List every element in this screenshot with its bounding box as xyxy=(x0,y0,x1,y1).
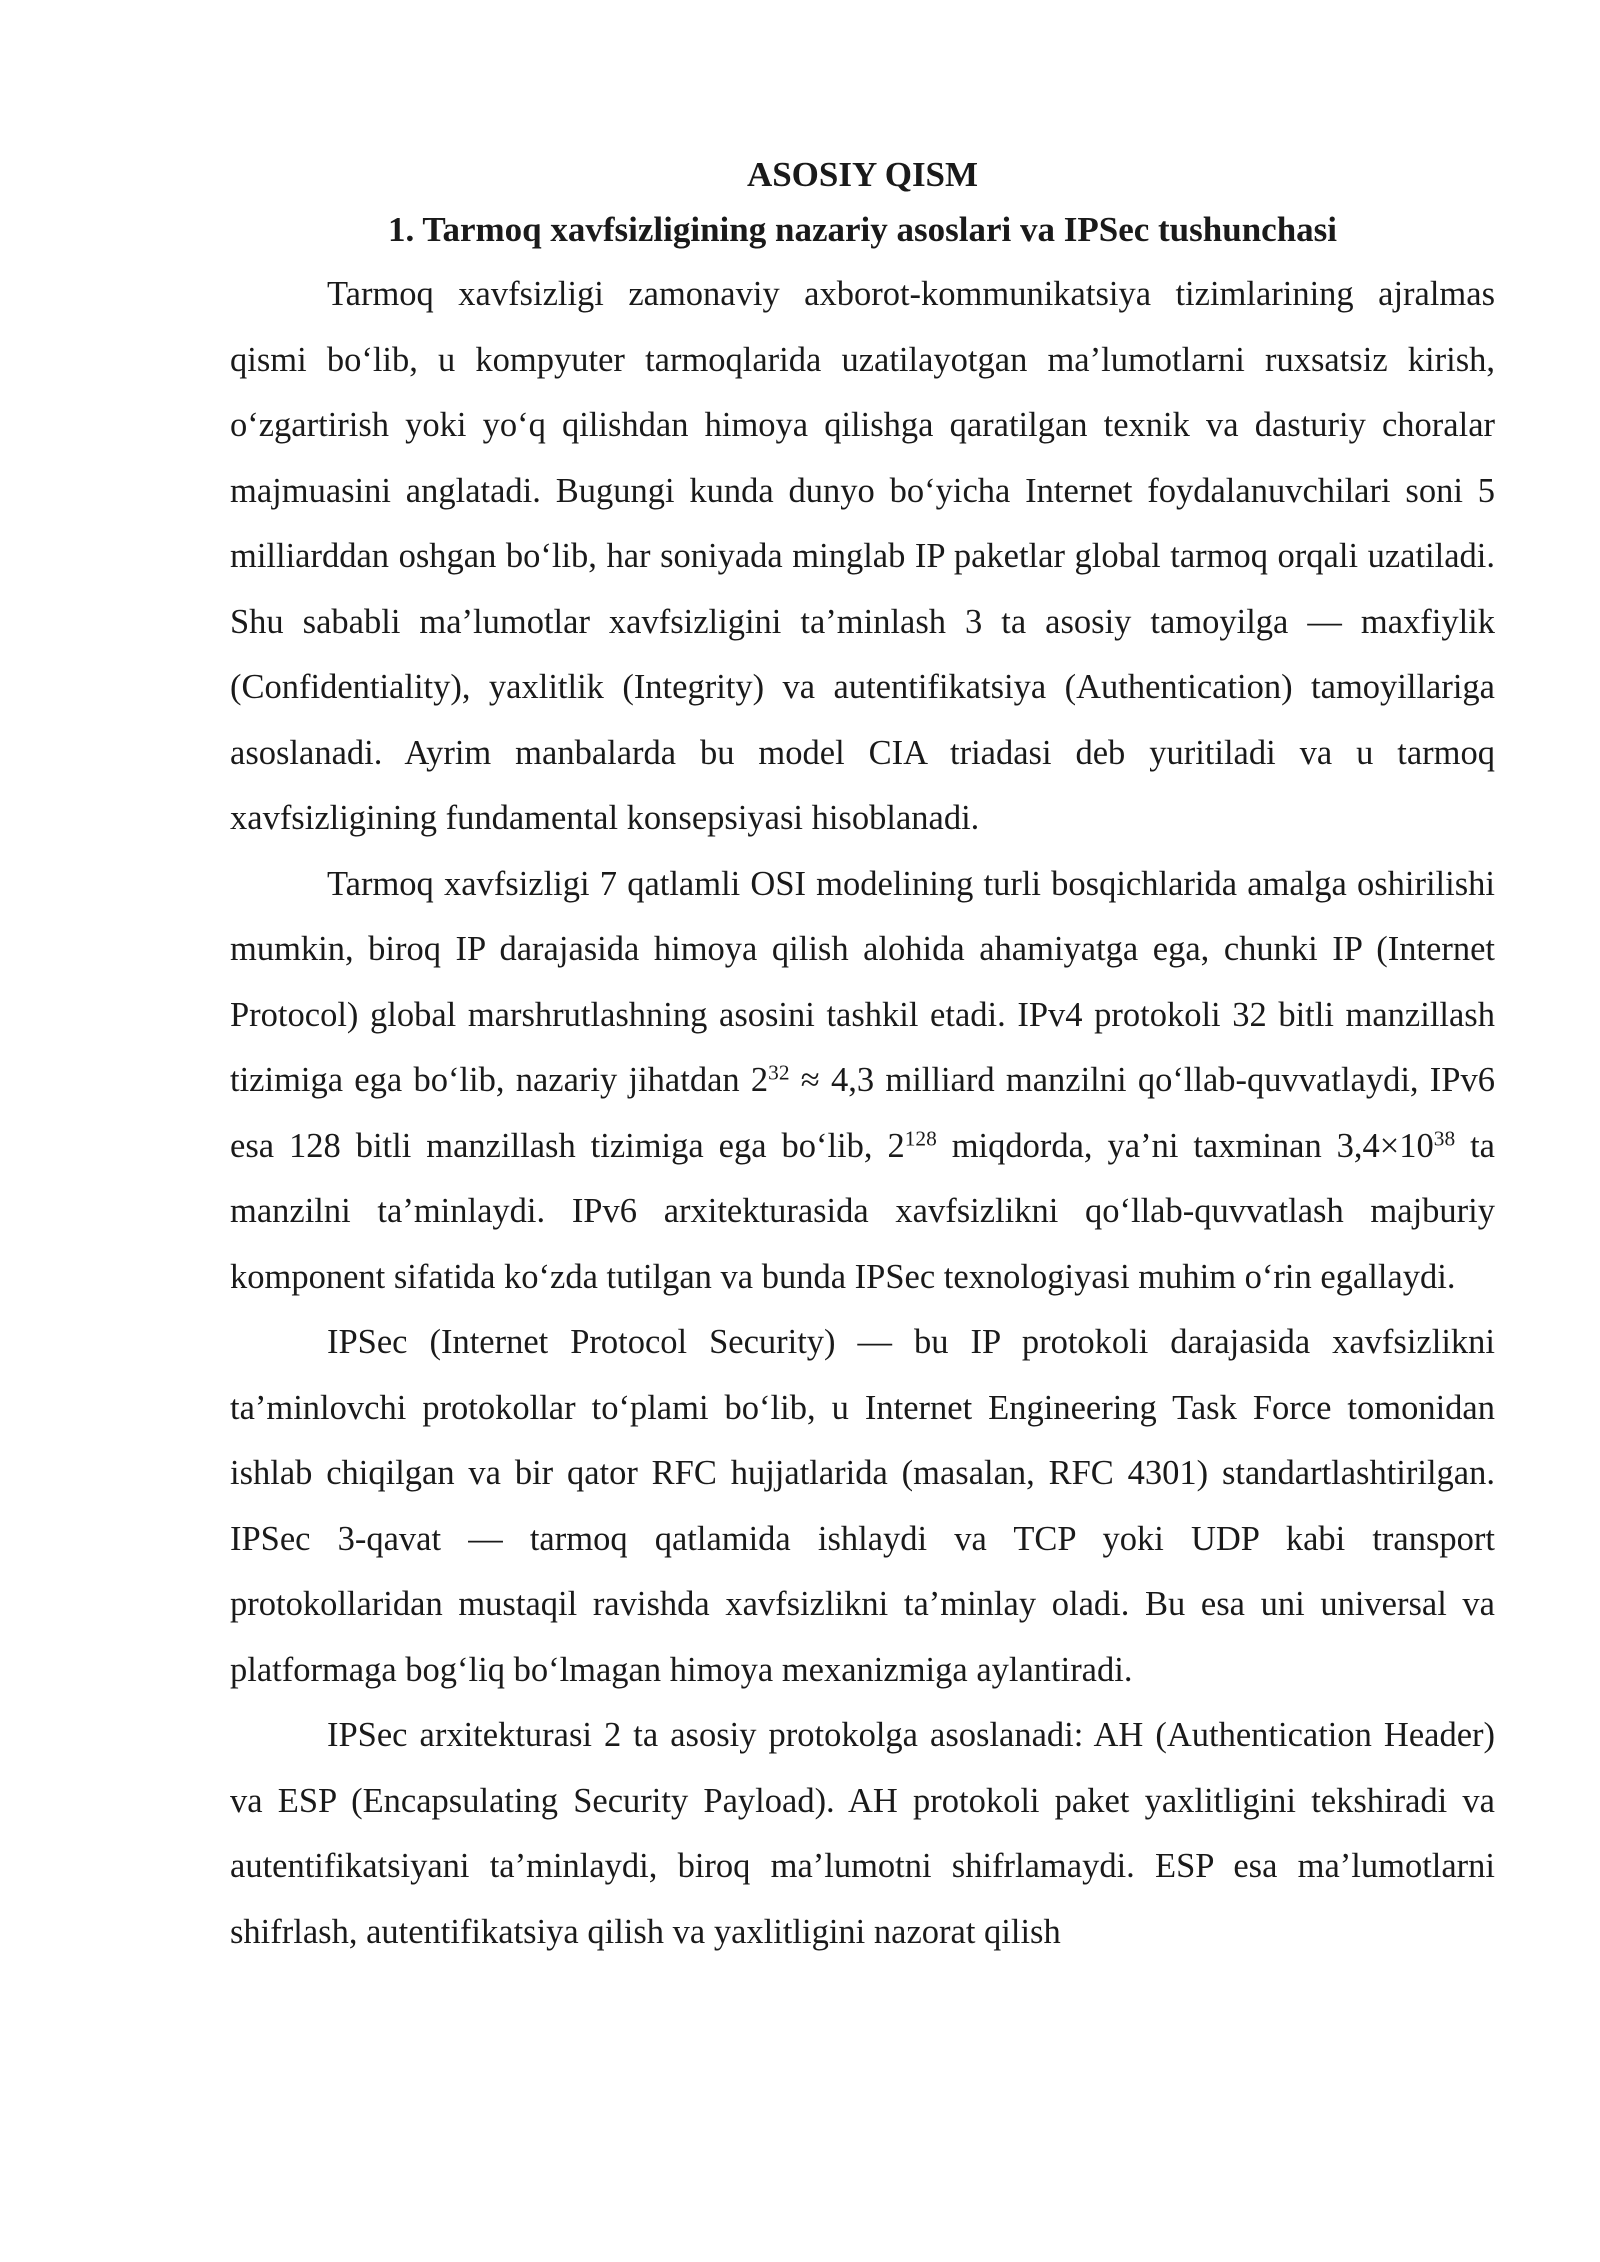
paragraph-1: Tarmoq xavfsizligi zamonaviy axborot-kommunikatsiya tizimlarining ajralmas qismi bo‘lib, u kompyuter tarmoqlarida uzatilayotgan ma’lumotlarni ruxsatsiz kirish, o‘zgartirish yoki yo‘q qilishdan himoya qilishga qaratilgan texnik va dasturiy choralar majmuasini anglatadi. Bugungi kunda dunyo bo‘yicha Internet foydalanuvchilari soni 5 milliarddan oshgan bo‘lib, har soniyada minglab IP paketlar global tarmoq orqali uzatiladi. Shu sababli ma’lumotlar xavfsizligini ta’minlash 3 ta asosiy tamoyilga — maxfiylik (Confidentiality), yaxlitlik (Integrity) va autentifikatsiya (Authentication) tamoyillariga asoslanadi. Ayrim manbalarda bu model CIA triadasi deb yuritiladi va u tarmoq xavfsizligining fundamental konsepsiyasi hisoblanadi. xyxy=(230,275,1495,837)
paragraph-3: IPSec (Internet Protocol Security) — bu IP protokoli darajasida xavfsizlikni ta’minlovchi protokollar to‘plami bo‘lib, u Internet Engineering Task Force tomonidan ishlab chiqilgan va bir qator RFC hujjatlarida (masalan, RFC 4301) standartlashtirilgan. IPSec 3-qavat — tarmoq qatlamida ishlaydi va TCP yoki UDP kabi transport protokollaridan mustaqil ravishda xavfsizlikni ta’minlay oladi. Bu esa uni universal va platformaga bog‘liq bo‘lmagan himoya mexanizmiga aylantiradi. xyxy=(230,1323,1495,1689)
paragraph-2-part-c: miqdorda, ya’ni taxminan 3,4×10 xyxy=(936,1126,1434,1165)
paragraph-4: IPSec arxitekturasi 2 ta asosiy protokolga asoslanadi: AH (Authentication Header) va ESP (Encapsulating Security Payload). AH protokoli paket yaxlitligini tekshiradi va autentifikatsiyani ta’minlaydi, biroq ma’lumotni shifrlamaydi. ESP esa ma’lumotlarni shifrlash, autentifikatsiya qilish va yaxlitligini nazorat qilish xyxy=(230,1716,1495,1951)
superscript-32: 32 xyxy=(768,1060,790,1085)
paragraph-2-part-a: Tarmoq xavfsizligi 7 qatlamli OSI modelining turli bosqichlarida amalga oshirilishi mumkin, biroq IP darajasida himoya qilish alohida ahamiyatga ega, chunki IP (Internet Protocol) global marshrutlashning asosini tashkil etadi. IPv4 protokoli 32 bitli manzillash tizimiga ega bo‘lib, nazariy jihatdan 2 xyxy=(230,864,1495,1099)
paragraph-2-part-d: ta manzilni ta’minlaydi. IPv6 arxitekturasida xavfsizlikni qo‘llab-quvvatlash majburiy komponent sifatida ko‘zda tutilgan va bunda IPSec texnologiyasi muhim o‘rin egallaydi. xyxy=(230,1126,1495,1296)
paragraph-2 xyxy=(230,852,1495,1311)
paragraph-2-part-b: ≈ 4,3 milliard manzilni qo‘llab-quvvatlaydi, IPv6 esa 128 bitli manzillash tizimiga ega bo‘lib, 2 xyxy=(230,1061,1495,1165)
section-subtitle: 1. Tarmoq xavfsizligining nazariy asoslari va IPSec tushunchasi xyxy=(387,210,1338,249)
document-page xyxy=(230,150,1495,1965)
section-title: ASOSIY QISM xyxy=(746,155,979,194)
superscript-128: 128 xyxy=(904,1125,937,1150)
superscript-38: 38 xyxy=(1433,1125,1456,1150)
